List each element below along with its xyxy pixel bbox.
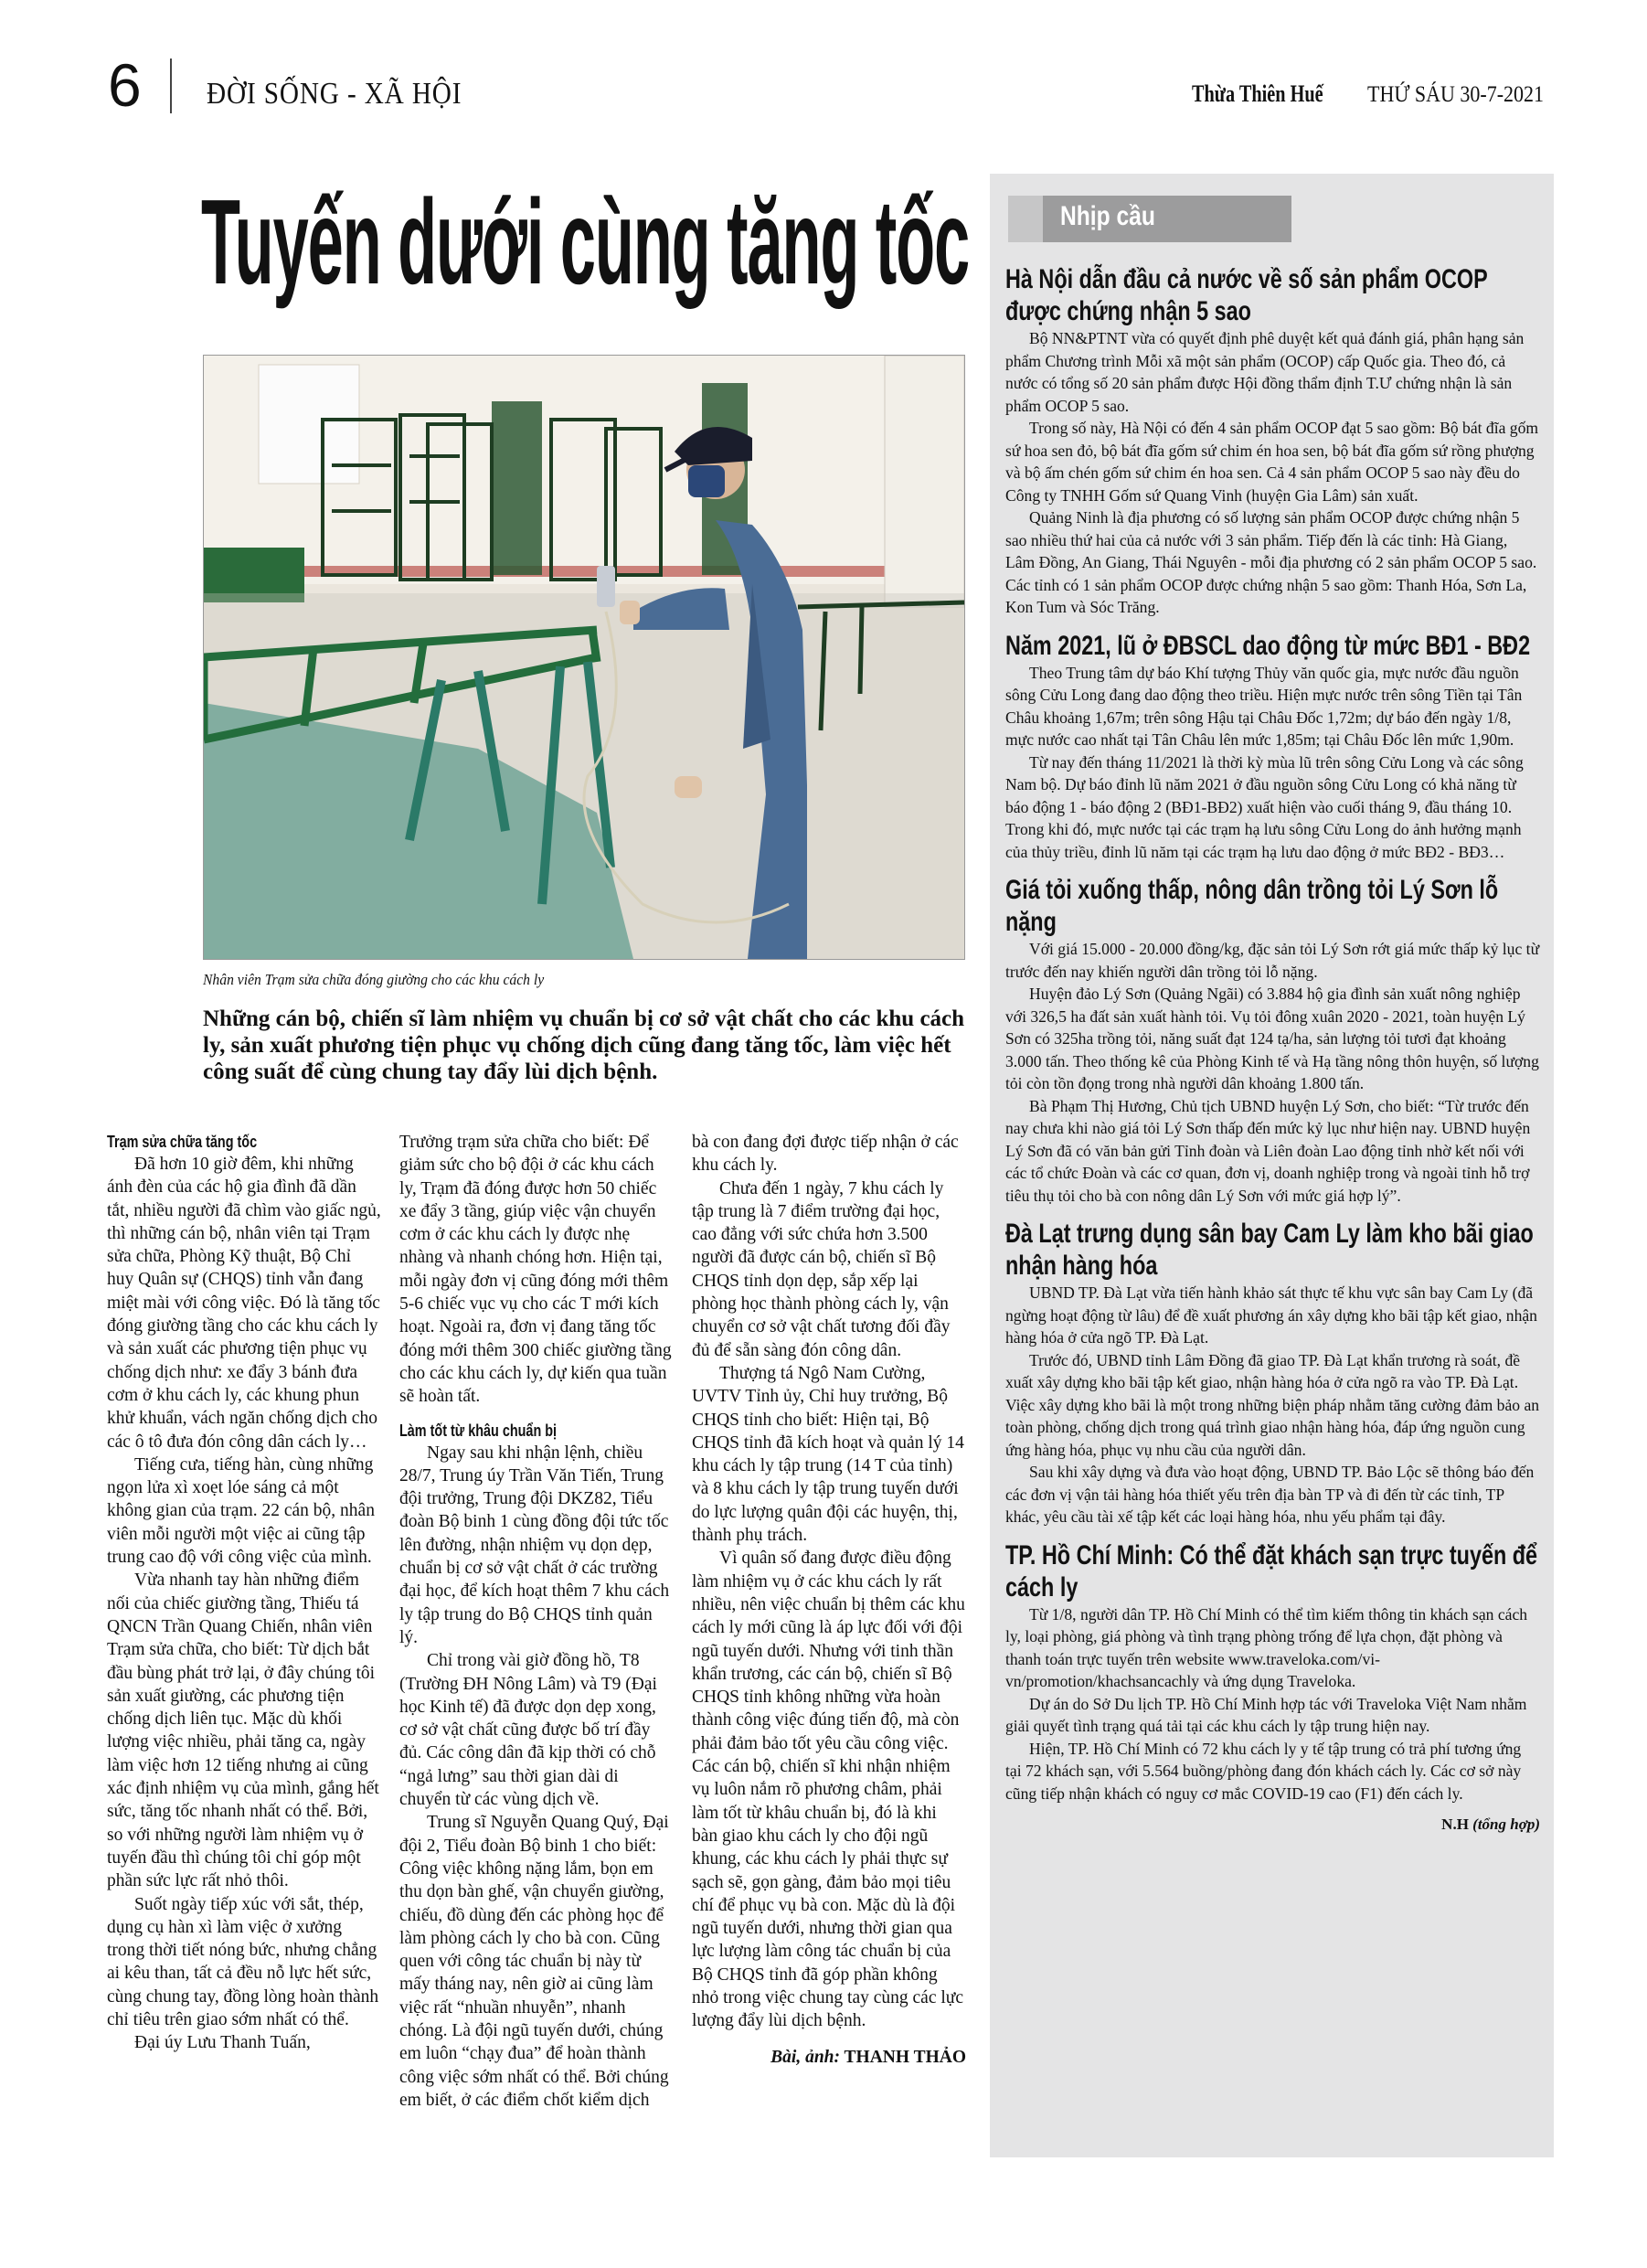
news-item	[1005, 263, 1540, 619]
page-header	[108, 53, 1552, 117]
subhead-preparation: Làm tốt từ khâu chuẩn bị	[399, 1421, 558, 1440]
news-item	[1005, 874, 1540, 1207]
photo-caption: Nhân viên Trạm sửa chữa đóng giường cho các khu cách ly	[203, 971, 545, 988]
sidebar-body	[1005, 263, 1540, 1834]
paragraph: Chỉ trong vài giờ đồng hồ, T8 (Trường ĐH Nông Lâm) và T9 (Đại học Kinh tế) đã được dọn dẹp xong, cơ sở vật chất cũng được bố trí đầy đủ. Các công dân đã kịp thời có chỗ “ngả lưng” sau thời gian dài di chuyển từ các vùng dịch về.	[399, 1651, 657, 1810]
news-paragraph: Sau khi xây dựng và đưa vào hoạt động, UBND TP. Bảo Lộc sẽ thông báo đến các đơn vị vận tải hàng hóa thiết yếu trên địa bàn TP và đi đến từ các tỉnh, TP khác, yêu cầu tài xế tập kết các loại hàng hóa, nhu yếu phẩm tại đây.	[1005, 1463, 1535, 1526]
byline-author: THANH THẢO	[844, 2047, 966, 2067]
paragraph: Đại úy Lưu Thanh Tuấn,	[134, 2033, 311, 2053]
news-headline: Hà Nội dẫn đầu cả nước về số sản phẩm OCOP được chứng nhận 5 sao	[1005, 264, 1488, 326]
news-paragraph: UBND TP. Đà Lạt vừa tiến hành khảo sát thực tế khu vực sân bay Cam Ly (đã ngừng hoạt động từ lâu) để đề xuất phương án xây dựng kho bãi tập kết giao, nhận hàng hóa ở cửa ngõ TP. Đà Lạt.	[1005, 1283, 1537, 1347]
article-byline	[692, 2046, 966, 2069]
news-paragraph: Bà Phạm Thị Hương, Chủ tịch UBND huyện Lý Sơn, cho biết: “Từ trước đến nay chưa khi nào giá tỏi Lý Sơn thấp đến mức kỷ lục như hiện nay. UBND huyện Lý Sơn đã có văn bản gửi Tỉnh đoàn và Liên đoàn Lao động tỉnh nhờ kết nối với các tổ chức Đoàn và các cơ quan, đơn vị, doanh nghiệp trong và ngoài tỉnh hỗ trợ tiêu thụ tỏi cho bà con nông dân Lý Sơn với mức giá hợp lý”.	[1005, 1096, 1531, 1205]
news-paragraph: Quảng Ninh là địa phương có số lượng sản phẩm OCOP được chứng nhận 5 sao nhiều thứ hai của cả nước với 3 sản phẩm. Tiếp đến là các tỉnh: Hà Giang, Lâm Đồng, An Giang, Thái Nguyên - mỗi địa phương có 2 sản phẩm OCOP 5 sao. Các tỉnh có 1 sản phẩm OCOP được chứng nhận 5 sao gồm: Thanh Hóa, Sơn La, Kon Tum và Sóc Trăng.	[1005, 508, 1537, 616]
article-column-2	[399, 1131, 674, 2112]
article-lede: Những cán bộ, chiến sĩ làm nhiệm vụ chuẩn bị cơ sở vật chất cho các khu cách ly, sản xuất phương tiện phục vụ chống dịch cũng đang tăng tốc, làm việc hết công suất để cùng chung tay đẩy lùi dịch bệnh.	[203, 1006, 965, 1084]
issue-date: THỨ SÁU 30-7-2021	[1367, 82, 1545, 107]
news-paragraph: Bộ NN&PTNT vừa có quyết định phê duyệt kết quả đánh giá, phân hạng sản phẩm Chương trình Mỗi xã một sản phẩm (OCOP) cấp Quốc gia. Theo đó, cả nước có tổng số 20 sản phẩm được Hội đồng thẩm định T.Ư chứng nhận là sản phẩm OCOP 5 sao.	[1005, 329, 1525, 415]
news-paragraph: Trong số này, Hà Nội có đến 4 sản phẩm OCOP đạt 5 sao gồm: Bộ bát đĩa gốm sứ hoa sen đỏ, bộ bát đĩa gốm sứ chim én hoa sen, bộ bát đĩa gốm sứ rồng phượng và bộ ấm chén gốm sứ chim én hoa sen. Cả 4 sản phẩm OCOP 5 sao này đều do Công ty TNHH Gốm sứ Quang Vinh (huyện Gia Lâm) sản xuất.	[1005, 419, 1539, 505]
news-paragraph: Huyện đảo Lý Sơn (Quảng Ngãi) có 3.884 hộ gia đình sản xuất nông nghiệp với 326,5 ha đất sản xuất hành tỏi. Vụ tỏi đông xuân 2020 - 2021, toàn huyện Lý Sơn có 325ha trồng tỏi, năng suất đạt 124 tạ/ha, sản lượng tỏi tươi đạt khoảng 3.000 tấn. Theo thống kê của Phòng Kinh tế và Hạ tầng nông thôn huyện, số lượng tỏi còn tồn đọng trong nhà người dân khoảng 1.800 tấn.	[1005, 985, 1539, 1092]
signoff-author: N.H	[1441, 1815, 1469, 1833]
news-paragraph: Theo Trung tâm dự báo Khí tượng Thủy văn quốc gia, mực nước đầu nguồn sông Cửu Long đang dao động theo triều. Hiện mực nước trên sông Tiền tại Tân Châu khoảng 1,67m; trên sông Hậu tại Châu Đốc 1,72m; dự báo đến ngày 1/8, mực nước cao nhất tại Tân Châu lên mức 1,85m; tại Châu Đốc lên mức 1,90m.	[1005, 663, 1523, 749]
news-item	[1005, 630, 1540, 864]
sidebar-title: Nhịp cầu	[1060, 201, 1155, 231]
signoff-note: (tổng hợp)	[1472, 1815, 1540, 1833]
tab-accent	[1008, 196, 1043, 242]
byline-label: Bài, ảnh:	[770, 2047, 841, 2067]
paragraph: Chưa đến 1 ngày, 7 khu cách ly tập trung là 7 điểm trường đại học, cao đẳng với sức chứa hơn 3.500 người đã được cán bộ, chiến sĩ Bộ CHQS tỉnh dọn dẹp, sắp xếp lại phòng học thành phòng cách ly, vận chuyển cơ sở vật chất tương đối đầy đủ để sẵn sàng đón công dân.	[692, 1178, 951, 1360]
news-item	[1005, 1539, 1540, 1805]
sidebar-signoff	[1005, 1815, 1540, 1834]
paragraph: Ngay sau khi nhận lệnh, chiều 28/7, Trung úy Trần Văn Tiến, Trung đội trưởng, Trung đội DKZ82, Tiểu đoàn Bộ binh 1 cùng đồng đội tức tốc lên đường, nhận nhiệm vụ dọn dẹp, chuẩn bị cơ sở vật chất ở các trường đại học, để kích hoạt thêm 7 khu cách ly tập trung do Bộ CHQS tỉnh quản lý.	[399, 1443, 670, 1647]
paragraph: Vì quân số đang được điều động làm nhiệm vụ ở các khu cách ly rất nhiều, nên việc chuẩn bị thêm các khu cách ly mới cũng là áp lực đối với đội ngũ tuyến dưới. Nhưng với tinh thần khẩn trương, các cán bộ, chiến sĩ Bộ CHQS tỉnh không những vừa hoàn thành công việc đúng tiến độ, mà còn phải đảm bảo tốt yêu cầu công việc. Các cán bộ, chiến sĩ khi nhận nhiệm vụ luôn nắm rõ phương châm, phải làm tốt từ khâu chuẩn bị, đó là khi bàn giao khu cách ly cho đội ngũ khung, các khu cách ly phải thực sự sạch sẽ, gọn gàng, đảm bảo mọi tiêu chí để phục vụ bà con. Mặc dù là đội ngũ tuyến dưới, nhưng thời gian qua lực lượng làm công tác chuẩn bị của Bộ CHQS tỉnh đã góp phần không nhỏ trong việc chung tay cùng các lực lượng đẩy lùi dịch bệnh.	[692, 1549, 965, 2031]
news-headline: Đà Lạt trưng dụng sân bay Cam Ly làm kho bãi giao nhận hàng hóa	[1005, 1219, 1534, 1281]
sidebar-title-tab	[1008, 196, 1291, 242]
news-headline: Giá tỏi xuống thấp, nông dân trồng tỏi Lý Sơn lỗ nặng	[1005, 875, 1499, 937]
paragraph: Tiếng cưa, tiếng hàn, cùng những ngọn lửa xì xoẹt lóe sáng cả một không gian của trạm. 22 cán bộ, nhân viên mỗi người một việc ai cũng tập trung cao độ với công việc của mình.	[107, 1454, 375, 1568]
paragraph: Thượng tá Ngô Nam Cường, UVTV Tỉnh ủy, Chỉ huy trưởng, Bộ CHQS tỉnh cho biết: Hiện tại, Bộ CHQS tỉnh đã kích hoạt và quản lý 14 khu cách ly tập trung (14 T của tỉnh) và 8 khu cách ly tập trung tuyến dưới do lực lượng quân đội các huyện, thị, thành phụ trách.	[692, 1363, 964, 1546]
news-paragraph: Với giá 15.000 - 20.000 đồng/kg, đặc sản tỏi Lý Sơn rớt giá mức thấp kỷ lục từ trước đến nay khiến người dân trồng tỏi lỗ nặng.	[1005, 940, 1540, 981]
news-paragraph: Từ nay đến tháng 11/2021 là thời kỳ mùa lũ trên sông Cửu Long và các sông Nam bộ. Dự báo đỉnh lũ năm 2021 ở đầu nguồn sông Cửu Long có khả năng từ báo động 1 - báo động 2 (BĐ1-BĐ2) xuất hiện vào cuối tháng 9, đầu tháng 10. Trong khi đó, mực nước tại các trạm hạ lưu sông Cửu Long do ảnh hưởng mạnh của thủy triều, đỉnh lũ năm tại các trạm hạ lưu dao động ở mức BĐ2 - BĐ3…	[1005, 752, 1524, 861]
news-item	[1005, 1218, 1540, 1528]
photo-worker-spray-painting-beds	[204, 356, 964, 959]
news-headline: Năm 2021, lũ ở ĐBSCL dao động từ mức BĐ1 - BĐ2	[1005, 630, 1531, 661]
article-column-3	[692, 1131, 966, 2069]
newspaper-name: Thừa Thiên Huế	[1192, 80, 1323, 107]
paragraph: Trung sĩ Nguyễn Quang Quý, Đại đội 2, Tiểu đoàn Bộ binh 1 cho biết: Công việc không nặng lắm, bọn em thu dọn bàn ghế, vận chuyển giường, chiếu, đồ dùng đến các phòng học để làm phòng cách ly cho bà con. Cũng quen với công tác chuẩn bị này từ mấy tháng nay, nên giờ ai cũng làm việc rất “nhuần nhuyễn”, nhanh chóng. Là đội ngũ tuyến dưới, chúng em luôn “chạy đua” để hoàn thành công việc sớm nhất có thể. Bởi chúng em biết, ở các điểm chốt kiểm dịch	[399, 1813, 669, 2110]
news-headline: TP. Hồ Chí Minh: Có thể đặt khách sạn trực tuyến để cách ly	[1005, 1539, 1538, 1603]
subhead-workshop: Trạm sửa chữa tăng tốc	[107, 1133, 258, 1151]
news-paragraph: Hiện, TP. Hồ Chí Minh có 72 khu cách ly y tế tập trung có trả phí tương ứng tại 72 khách sạn, với 5.564 buồng/phòng đang đón khách cách ly. Các cơ sở này cũng tiếp nhận khách có nguy cơ mắc COVID-19 cao (F1) đến cách ly.	[1005, 1739, 1522, 1803]
header-divider	[170, 59, 172, 113]
section-name: ĐỜI SỐNG - XÃ HỘI	[207, 77, 462, 111]
article-photo	[203, 355, 965, 960]
paragraph: Suốt ngày tiếp xúc với sắt, thép, dụng cụ hàn xì làm việc ở xưởng trong thời tiết nóng bức, nhưng chẳng ai kêu than, tất cả đều nỗ lực hết sức, cùng chung tay, đồng lòng hoàn thành chỉ tiêu trên giao sớm nhất có thể.	[107, 1894, 379, 2029]
paragraph: Trưởng trạm sửa chữa cho biết: Để giảm sức cho bộ đội ở các khu cách ly, Trạm đã đóng được hơn 50 chiếc xe đẩy 3 tầng, giúp việc vận chuyển cơm ở các khu cách ly được nhẹ nhàng và nhanh chóng hơn. Hiện tại, mỗi ngày đơn vị cũng đóng mới thêm 5-6 chiếc vục vụ cho các T mới kích hoạt. Ngoài ra, đơn vị đang tăng tốc đóng mới thêm 300 chiếc giường tầng cho các khu cách ly, dự kiến qua tuần sẽ hoàn tất.	[399, 1133, 672, 1407]
news-paragraph: Từ 1/8, người dân TP. Hồ Chí Minh có thể tìm kiếm thông tin khách sạn cách ly, loại phòng, giá phòng và tình trạng phòng trống để lựa chọn, đặt phòng và thanh toán trực tuyến trên website www.traveloka.com/vi-vn/promotion/khachsancachly và ứng dụng Traveloka.	[1005, 1604, 1528, 1690]
news-paragraph: Trước đó, UBND tỉnh Lâm Đồng đã giao TP. Đà Lạt khẩn trương rà soát, đề xuất xây dựng kho bãi tập kết giao, nhận hàng hóa ở cửa ngõ ra vào TP. Đà Lạt. Việc xây dựng kho bãi là một trong những biện pháp nhằm tăng cường đảm bảo an toàn phòng, chống dịch trong quá trình giao nhận hàng hóa, đáp ứng nguồn cung ứng hàng hóa, phục vụ nhu cầu của người dân.	[1005, 1350, 1540, 1459]
paragraph: Vừa nhanh tay hàn những điểm nối của chiếc giường tầng, Thiếu tá QNCN Trần Quang Chiến, nhân viên Trạm sửa chữa, cho biết: Từ dịch bắt đầu bùng phát trở lại, ở đây chúng tôi sản xuất giường, các phương tiện chống dịch liên tục. Mặc dù khối lượng việc nhiều, phải tăng ca, ngày làm việc hơn 12 tiếng nhưng ai cũng xác định nhiệm vụ của mình, gắng hết sức, tăng tốc nhanh nhất có thể. Bởi, so với những người làm nhiệm vụ ở tuyến đầu thì chúng tôi chỉ góp một phần sức lực rất nhỏ thôi.	[107, 1571, 379, 1891]
page-number: 6	[108, 51, 142, 119]
paragraph: bà con đang đợi được tiếp nhận ở các khu cách ly.	[692, 1133, 959, 1176]
paragraph: Đã hơn 10 giờ đêm, khi những ánh đèn của các hộ gia đình đã dần tắt, nhiều người đã chìm vào giấc ngủ, thì những cán bộ, nhân viên tại Trạm sửa chữa, Phòng Kỹ thuật, Bộ Chỉ huy Quân sự (CHQS) tỉnh vẫn đang miệt mài với công việc. Đó là tăng tốc đóng giường tầng cho các khu cách ly và sản xuất các phương tiện phục vụ chống dịch như: xe đẩy 3 bánh đưa cơm ở khu cách ly, các khung phun khử khuẩn, vách ngăn chống dịch cho các ô tô đưa đón công dân cách ly…	[107, 1155, 381, 1452]
article-column-1	[107, 1131, 381, 2055]
article-headline: Tuyến dưới cùng tăng tốc	[201, 175, 970, 309]
news-paragraph: Dự án do Sở Du lịch TP. Hồ Chí Minh hợp tác với Traveloka Việt Nam nhằm giải quyết tình trạng quá tải tại các khu cách ly tập trung hiện nay.	[1005, 1694, 1527, 1735]
headline-container	[201, 174, 970, 320]
sidebar-news-roundup	[990, 174, 1554, 2157]
